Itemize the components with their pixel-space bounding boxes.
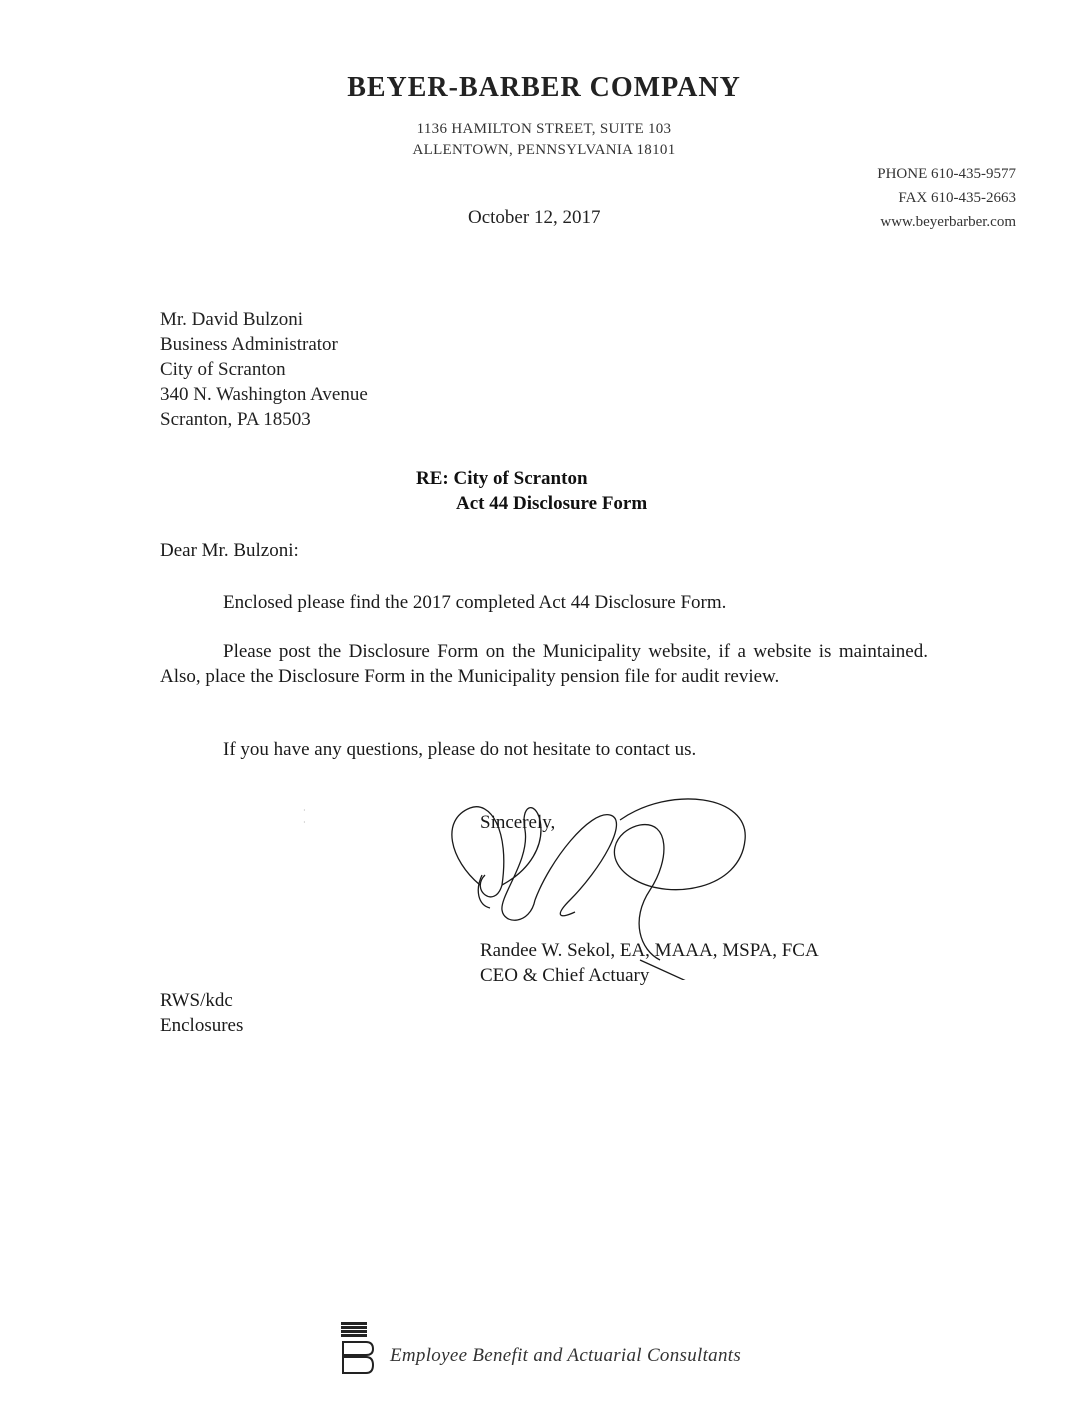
bb-logo-icon (340, 1322, 376, 1380)
recipient-name: Mr. David Bulzoni (160, 309, 304, 330)
scan-specks: · · (303, 806, 306, 827)
body-paragraph-1: Enclosed please find the 2017 completed Act 44 Disclosure Form. (223, 592, 727, 613)
contact-block (877, 162, 1016, 234)
address-line-1: 1136 HAMILTON STREET, SUITE 103 (416, 121, 672, 137)
subject-line-1: RE: City of Scranton (416, 468, 588, 489)
subject-block (416, 466, 647, 516)
footer-tagline: Employee Benefit and Actuarial Consultants (390, 1345, 742, 1366)
recipient-city: Scranton, PA 18503 (160, 409, 311, 430)
enclosures-note: Enclosures (160, 1015, 244, 1036)
company-name: BEYER-BARBER COMPANY (347, 72, 741, 103)
recipient-organization: City of Scranton (160, 359, 286, 380)
body-paragraph-3: If you have any questions, please do not hesitate to contact us. (223, 739, 697, 760)
signer-title: CEO & Chief Actuary (480, 965, 650, 986)
fax-number: FAX 610-435-2663 (898, 190, 1016, 206)
signer-name: Randee W. Sekol, EA, MAAA, MSPA, FCA (480, 940, 819, 961)
website-link[interactable]: www.beyerbarber.com (880, 214, 1016, 230)
recipient-title: Business Administrator (160, 334, 338, 355)
reference-block (160, 988, 243, 1038)
body-paragraph-2: Please post the Disclosure Form on the Municipality website, if a website is maintained. Also, place the Disclosure Form in the Municipality pension file for audit review. (160, 641, 928, 687)
closing: Sincerely, (480, 812, 556, 833)
letter-date: October 12, 2017 (468, 207, 601, 228)
typist-initials: RWS/kdc (160, 990, 233, 1011)
subject-line-2: Act 44 Disclosure Form (456, 493, 648, 514)
recipient-address (160, 307, 368, 432)
phone-number: PHONE 610-435-9577 (877, 166, 1016, 182)
signer-block (480, 938, 819, 988)
recipient-street: 340 N. Washington Avenue (160, 384, 368, 405)
address-line-2: ALLENTOWN, PENNSYLVANIA 18101 (412, 142, 676, 158)
salutation: Dear Mr. Bulzoni: (160, 540, 299, 561)
